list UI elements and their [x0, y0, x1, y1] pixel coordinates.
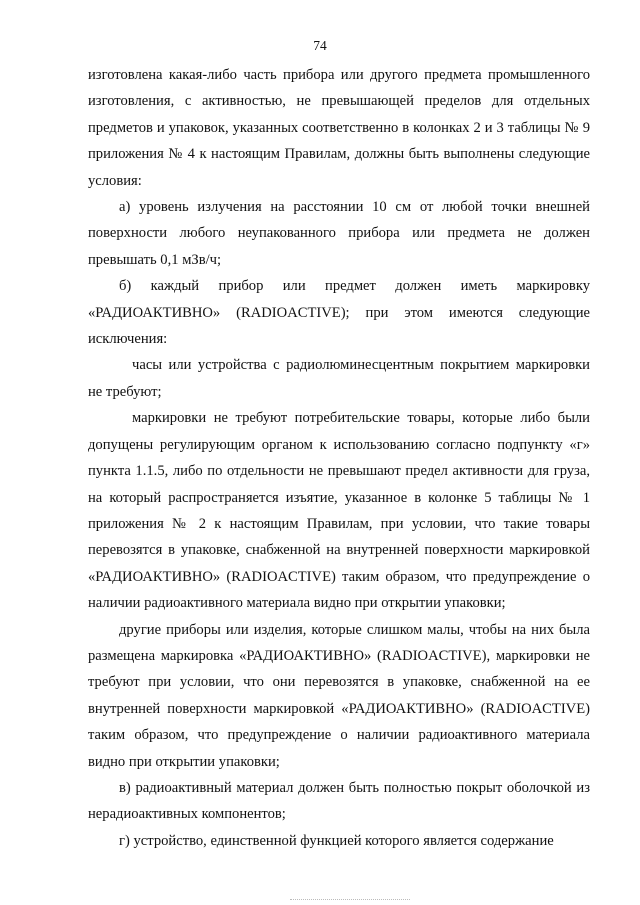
- page-number: 74: [313, 38, 327, 53]
- paragraph-exception-consumer-goods: маркировки не требуют потребительские товары, которые либо были допущены регулирующим органом к использованию согласно подпункту «г» пункта 1.1.5, либо по отдельности не превышают предел активности для груза, на который распространяется изъятие, указанное в колонке 5 таблицы № 1 приложения № 2 к настоящим Правилам, при условии, что такие товары перевозятся в упаковке, снабженной на внутренней поверхности маркировкой «РАДИОАКТИВНО» (RADIOACTIVE) таким образом, что предупреждение о наличии радиоактивного материала видно при открытии упаковки;: [88, 410, 590, 612]
- paragraph-exception-watches: часы или устройства с радиолюминесцентным покрытием маркировки не требуют;: [88, 357, 590, 400]
- body-text: [88, 62, 590, 854]
- paragraph-continuation: изготовлена какая-либо часть прибора или другого предмета промышленного изготовления, с активностью, не превышающей пределов для отдельных предметов и упаковок, указанных соответственно в колонках 2 и 3 таблицы № 9 приложения № 4 к настоящим Правилам, должны быть выполнены следующие условия:: [88, 67, 590, 189]
- paragraph-item-a: а) уровень излучения на расстоянии 10 см от любой точки внешней поверхности любого неупакованного прибора или предмета не должен превышать 0,1 мЗв/ч;: [88, 199, 590, 268]
- paragraph-item-g: г) устройство, единственной функцией которого является содержание: [119, 832, 554, 849]
- paragraph-item-b: б) каждый прибор или предмет должен иметь маркировку «РАДИОАКТИВНО» (RADIOACTIVE); при этом имеются следующие исключения:: [88, 278, 590, 348]
- paragraph-exception-small-devices: другие приборы или изделия, которые слишком малы, чтобы на них была размещена маркировка «РАДИОАКТИВНО» (RADIOACTIVE), маркировки не требуют при условии, что они перевозятся в упаковке, снабженной на ее внутренней поверхности маркировкой «РАДИОАКТИВНО» (RADIOACTIVE) таким образом, что предупреждение о наличии радиоактивного материала видно при открытии упаковки;: [88, 621, 590, 770]
- paragraph-item-v: в) радиоактивный материал должен быть полностью покрыт оболочкой из нерадиоактивных компонентов;: [88, 779, 590, 823]
- scan-artifact-line: [290, 899, 410, 901]
